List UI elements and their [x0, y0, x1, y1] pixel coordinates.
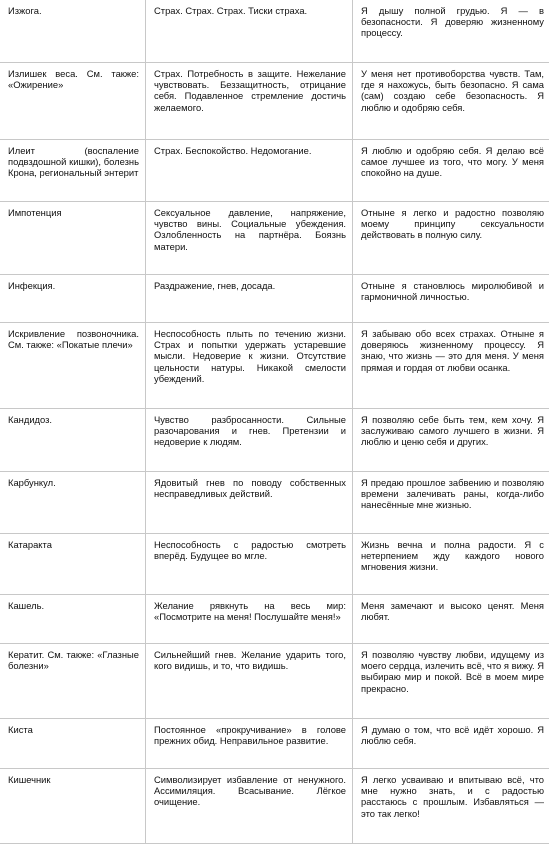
table-row	[0, 644, 549, 719]
problem-cell: Кандидоз.	[0, 409, 146, 472]
table-row	[0, 595, 549, 644]
table-row	[0, 140, 549, 202]
problem-cell: Излишек веса. См. также: «Ожирение»	[0, 63, 146, 140]
table-row	[0, 472, 549, 534]
problem-cell: Изжога.	[0, 0, 146, 63]
cause-cell: Символизирует избавление от ненужного. Ассимиляция. Всасывание. Лёгкое очищение.	[146, 769, 353, 844]
affirmation-cell: Я забываю обо всех страхах. Отныне я доверяюсь жизненному процессу. Я знаю, что жизнь — это для меня. У меня прямая и гордая от любви осанка.	[353, 323, 549, 409]
problem-cell: Илеит (воспаление подвздошной кишки), болезнь Крона, региональный энтерит	[0, 140, 146, 202]
problem-cell: Импотенция	[0, 202, 146, 275]
cause-cell: Сильнейший гнев. Желание ударить того, кого видишь, и то, что видишь.	[146, 644, 353, 719]
cause-cell: Раздражение, гнев, досада.	[146, 275, 353, 323]
cause-cell: Желание рявкнуть на весь мир: «Посмотрите на меня! Послушайте меня!»	[146, 595, 353, 644]
problem-cell: Киста	[0, 719, 146, 769]
affirmation-cell: Отныне я легко и радостно позволяю моему принципу сексуальности действовать в полную силу.	[353, 202, 549, 275]
cause-cell: Постоянное «прокручивание» в голове прежних обид. Неправильное развитие.	[146, 719, 353, 769]
problem-cell: Карбункул.	[0, 472, 146, 534]
affirmation-cell: Жизнь вечна и полна радости. Я с нетерпением жду каждого нового мгновения жизни.	[353, 534, 549, 595]
affirmation-cell: Я легко усваиваю и впитываю всё, что мне нужно знать, и с радостью расстаюсь с прошлым. Избавляться — это так легко!	[353, 769, 549, 844]
table-row	[0, 719, 549, 769]
table-row	[0, 63, 549, 140]
problem-cell: Искривление позвоночника. См. также: «Покатые плечи»	[0, 323, 146, 409]
problem-cell: Кишечник	[0, 769, 146, 844]
affirmation-cell: Отныне я становлюсь миролюбивой и гармоничной личностью.	[353, 275, 549, 323]
cause-cell: Неспособность с радостью смотреть вперёд. Будущее во мгле.	[146, 534, 353, 595]
table-row	[0, 409, 549, 472]
affirmation-cell: Я предаю прошлое забвению и позволяю времени залечивать раны, когда-либо нанесённые мне жизнью.	[353, 472, 549, 534]
problem-cell: Инфекция.	[0, 275, 146, 323]
table-row	[0, 769, 549, 844]
problem-cell: Кератит. См. также: «Глазные болезни»	[0, 644, 146, 719]
affirmation-cell: Я позволяю себе быть тем, кем хочу. Я заслуживаю самого лучшего в жизни. Я люблю и ценю себя и других.	[353, 409, 549, 472]
problem-cell: Кашель.	[0, 595, 146, 644]
cause-cell: Сексуальное давление, напряжение, чувство вины. Социальные убеждения. Озлобленность на партнёра. Боязнь матери.	[146, 202, 353, 275]
affirmation-cell: Я позволяю чувству любви, идущему из моего сердца, излечить всё, что я вижу. Я выбираю мир и покой. Всё в моем мире прекрасно.	[353, 644, 549, 719]
cause-cell: Страх. Страх. Страх. Тиски страха.	[146, 0, 353, 63]
cause-cell: Страх. Потребность в защите. Нежелание чувствовать. Беззащитность, отрицание себя. Подавленное стремление достичь желаемого.	[146, 63, 353, 140]
cause-cell: Страх. Беспокойство. Недомогание.	[146, 140, 353, 202]
table-row	[0, 275, 549, 323]
table-row	[0, 0, 549, 63]
cause-cell: Чувство разбросанности. Сильные разочарования и гнев. Претензии и недоверие к людям.	[146, 409, 353, 472]
cause-cell: Неспособность плыть по течению жизни. Страх и попытки удержать устаревшие мысли. Недоверие к жизни. Отсутствие цельности натуры. Никакой смелости убеждений.	[146, 323, 353, 409]
affirmation-cell: Я люблю и одобряю себя. Я делаю всё самое лучшее из того, что могу. У меня спокойно на душе.	[353, 140, 549, 202]
affirmation-cell: Я дышу полной грудью. Я — в безопасности. Я доверяю жизненному процессу.	[353, 0, 549, 63]
problem-cell: Катаракта	[0, 534, 146, 595]
table-row	[0, 323, 549, 409]
table-row	[0, 202, 549, 275]
affirmation-cell: Я думаю о том, что всё идёт хорошо. Я люблю себя.	[353, 719, 549, 769]
cause-cell: Ядовитый гнев по поводу собственных несправедливых действий.	[146, 472, 353, 534]
affirmation-cell: У меня нет противоборства чувств. Там, где я нахожусь, быть безопасно. Я сама (сам) создаю себе безопасность. Я люблю и одобряю себя.	[353, 63, 549, 140]
table-row	[0, 534, 549, 595]
affirmation-cell: Меня замечают и высоко ценят. Меня любят.	[353, 595, 549, 644]
